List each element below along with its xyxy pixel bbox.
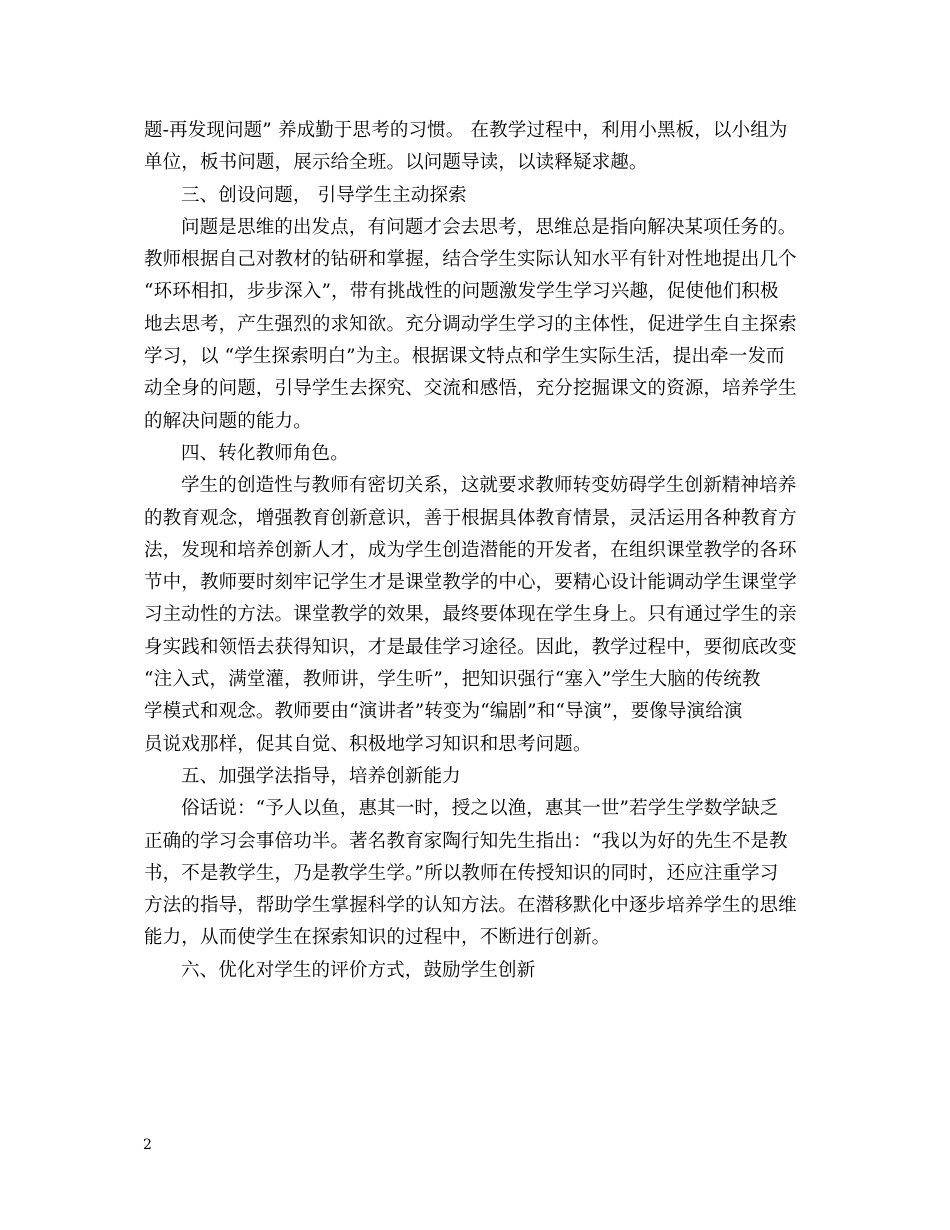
- text-line: “环环相扣，步步深入”，带有挑战性的问题激发学生学习兴趣，促使他们积极: [144, 281, 779, 303]
- text-line: 教师根据自己对教材的钻研和掌握，结合学生实际认知水平有针对性地提出几个: [144, 249, 797, 271]
- text-line: 俗话说：“予人以鱼，惠其一时，授之以渔，惠其一世”若学生学数学缺乏: [181, 798, 779, 820]
- text-line: 正确的学习会事倍功半。著名教育家陶行知先生指出：“我以为好的先生不是教: [144, 830, 788, 852]
- text-line: 书，不是教学生，乃是教学生学。”所以教师在传授知识的同时，还应注重学习: [144, 862, 779, 884]
- text-line: 六、优化对学生的评价方式，鼓励学生创新: [181, 959, 536, 981]
- text-line: 方法的指导，帮助学生掌握科学的认知方法。在潜移默化中逐步培养学生的思维: [144, 895, 797, 917]
- text-line: 动全身的问题，引导学生去探究、交流和感悟，充分挖掘课文的资源，培养学生: [144, 378, 797, 400]
- text-line: 学习，以 “学生探索明白”为主。根据课文特点和学生实际生活，提出牵一发而: [144, 346, 785, 368]
- text-line: 单位，板书问题，展示给全班。以问题导读，以读释疑求趣。: [144, 152, 648, 174]
- text-line: 地去思考，产生强烈的求知欲。充分调动学生学习的主体性，促进学生自主探索: [144, 313, 797, 335]
- text-line: 能力，从而使学生在探索知识的过程中，不断进行创新。: [144, 927, 611, 949]
- text-line: 员说戏那样，促其自觉、积极地学习知识和思考问题。: [144, 733, 592, 755]
- text-line: 身实践和领悟去获得知识，才是最佳学习途径。因此，教学过程中，要彻底改变: [144, 636, 797, 658]
- text-line: 五、加强学法指导，培养创新能力: [181, 765, 461, 787]
- text-line: 的解决问题的能力。: [144, 410, 312, 432]
- text-line: 的教育观念，增强教育创新意识，善于根据具体教育情景，灵活运用各种教育方: [144, 507, 797, 529]
- text-line: 三、创设问题， 引导学生主动探索: [181, 184, 467, 206]
- text-line: 习主动性的方法。课堂教学的效果，最终要体现在学生身上。只有通过学生的亲: [144, 604, 797, 626]
- document-body: [144, 115, 816, 987]
- text-line: 法，发现和培养创新人才，成为学生创造潜能的开发者，在组织课堂教学的各环: [144, 539, 797, 561]
- text-line: 学生的创造性与教师有密切关系，这就要求教师转变妨碍学生创新精神培养: [181, 475, 797, 497]
- text-line: 节中，教师要时刻牢记学生才是课堂教学的中心，要精心设计能调动学生课堂学: [144, 572, 797, 594]
- text-line: 四、转化教师角色。: [181, 442, 349, 464]
- page-number: 2: [143, 1137, 152, 1153]
- text-line: 问题是思维的出发点，有问题才会去思考，思维总是指向解决某项任务的。: [181, 216, 797, 238]
- text-line: 学模式和观念。教师要由“演讲者”转变为“编剧”和“导演”，要像导演给演: [144, 701, 743, 723]
- text-line: “注入式，满堂灌，教师讲，学生听”，把知识强行“塞入”学生大脑的传统教: [144, 669, 761, 691]
- text-line: 题-再发现问题” 养成勤于思考的习惯。 在教学过程中，利用小黑板，以小组为: [144, 120, 788, 141]
